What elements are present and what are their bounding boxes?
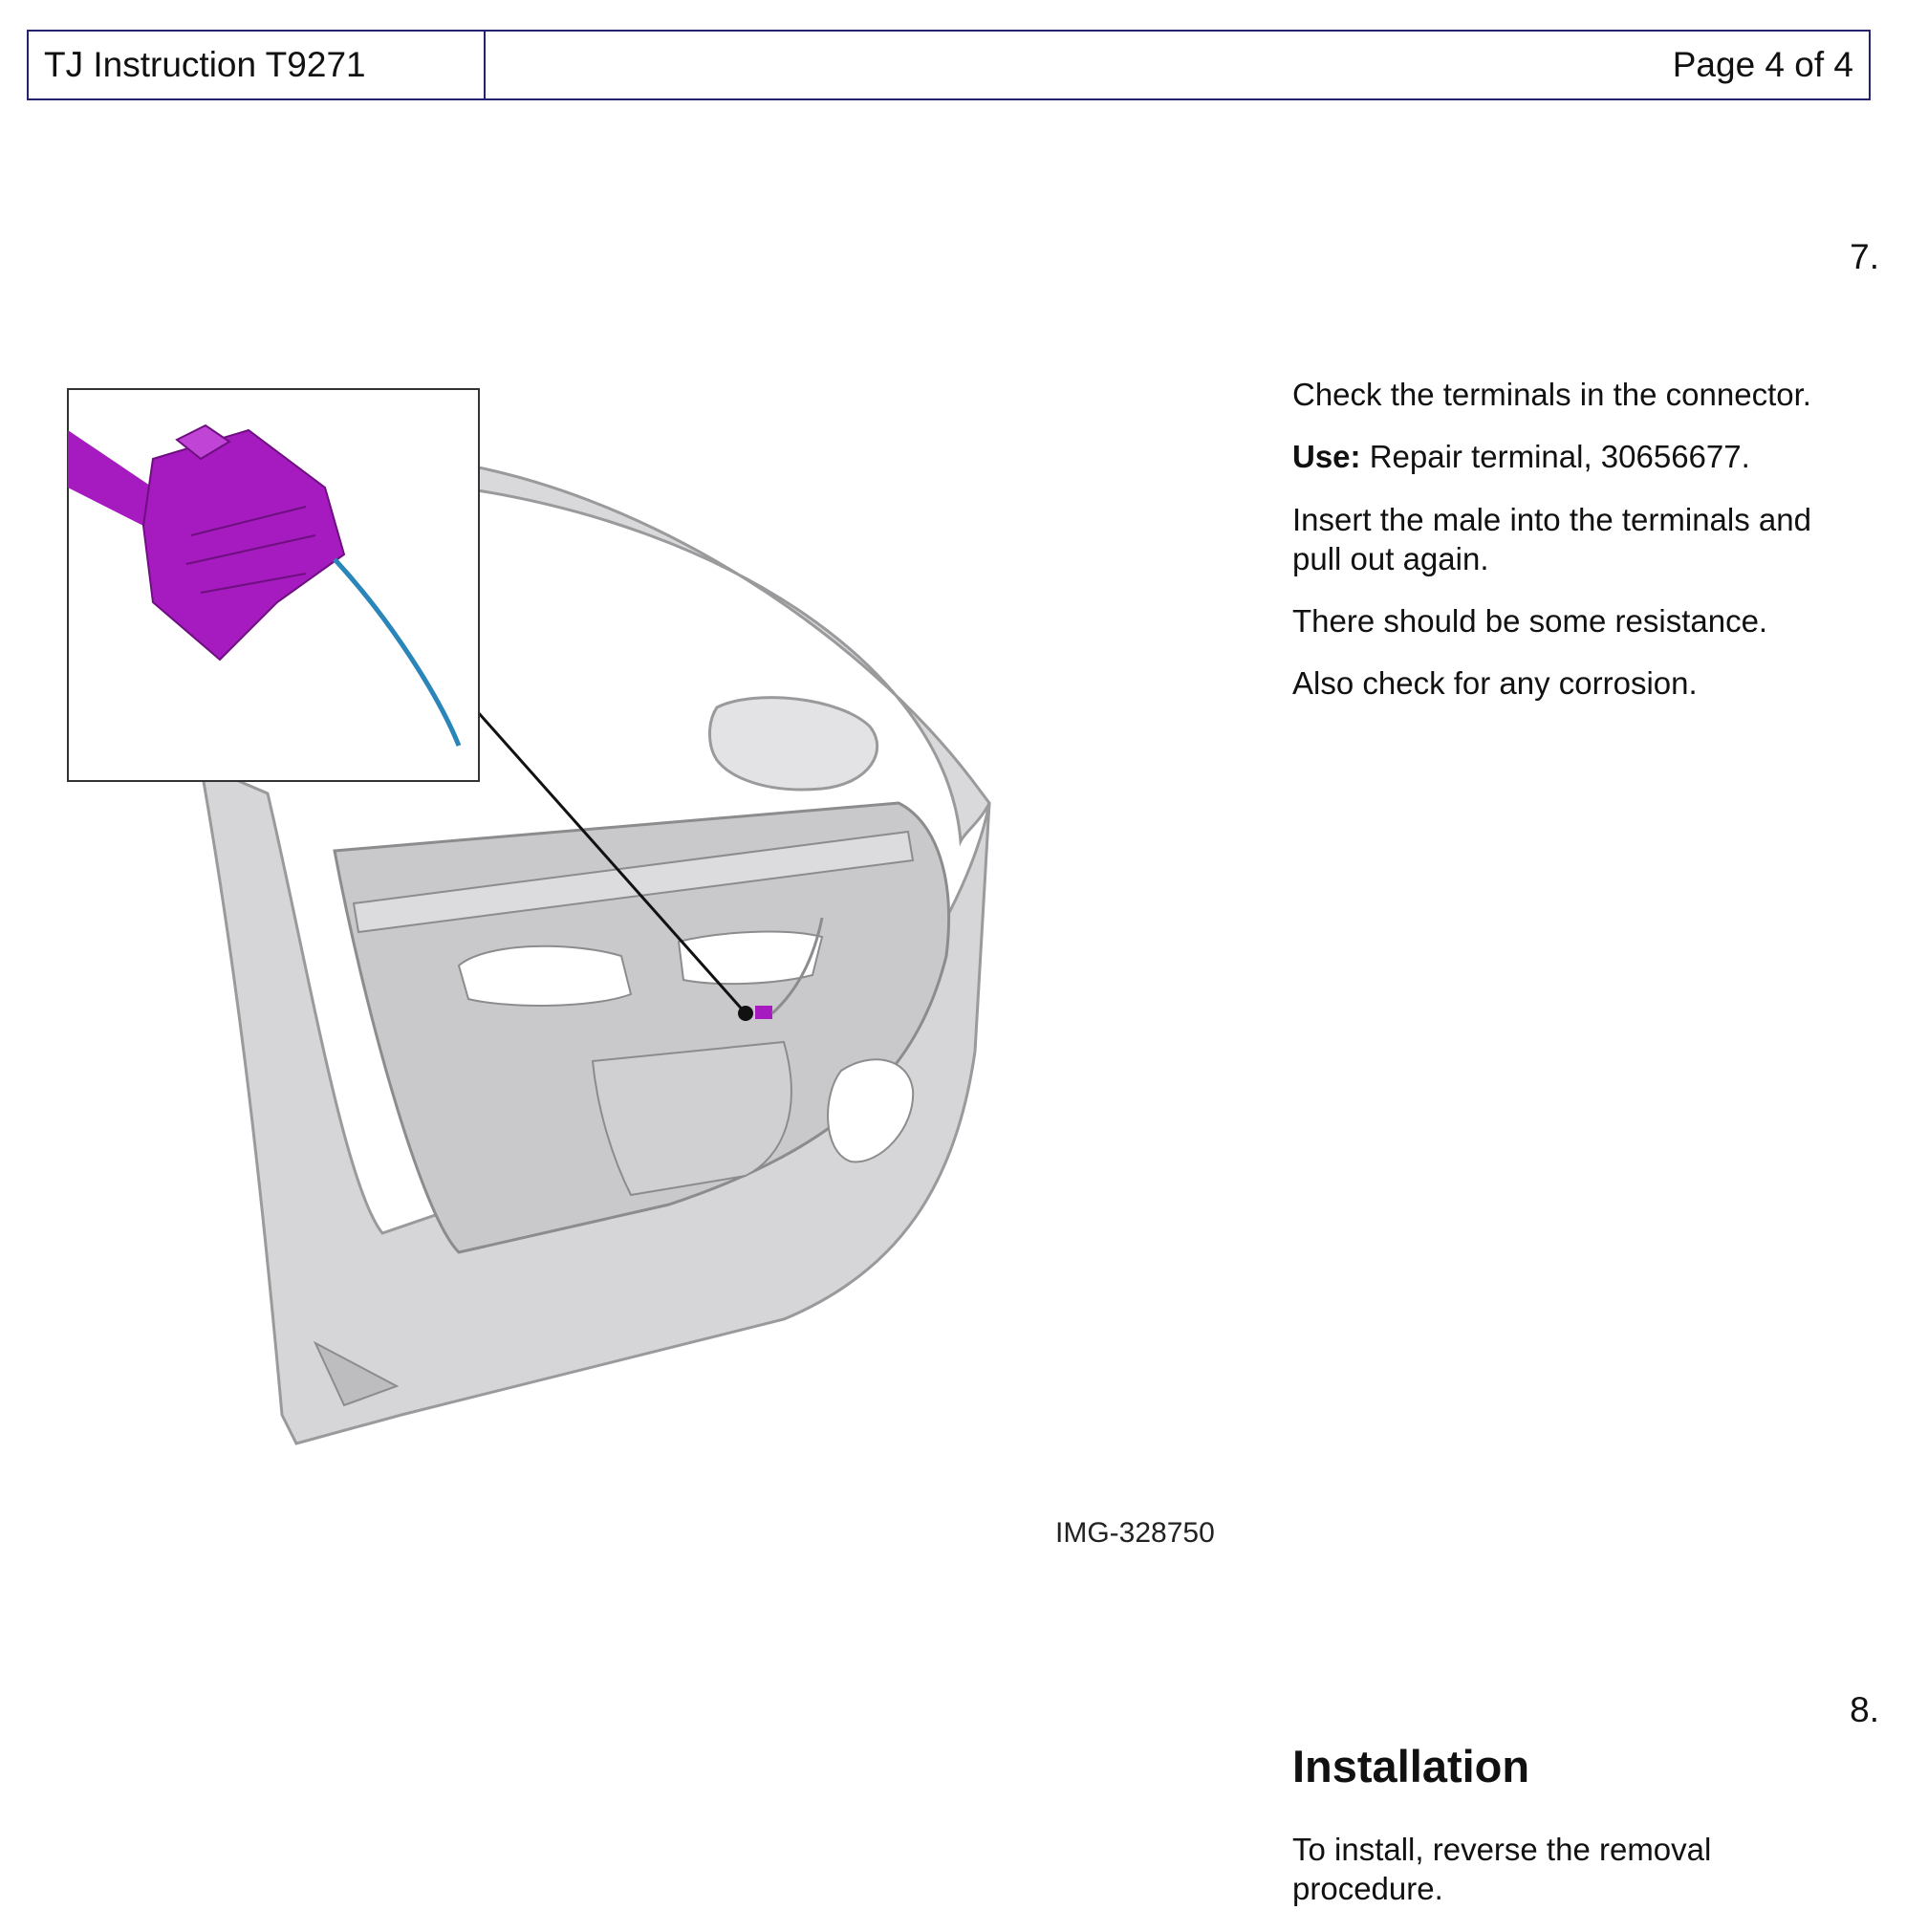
install-text: To install, reverse the removal procedure. <box>1292 1832 1712 1907</box>
page-number: Page 4 of 4 <box>1672 45 1853 84</box>
door-window-frame <box>459 464 989 841</box>
document-title: TJ Instruction T9271 <box>29 32 486 98</box>
step8-instructions <box>1292 1830 1866 1932</box>
instruction-use-line <box>1292 437 1866 476</box>
instruction-line-1: Check the terminals in the connector. <box>1292 377 1811 412</box>
use-label: Use: <box>1292 439 1361 475</box>
step-number-8: 8. <box>1850 1690 1879 1729</box>
instruction-line-4: There should be some resistance. <box>1292 603 1768 639</box>
instruction-line-3: Insert the male into the terminals and pull out again. <box>1292 501 1811 576</box>
door-illustration <box>57 382 1013 1463</box>
instruction-line-5: Also check for any corrosion. <box>1292 665 1698 702</box>
door-connector-figure <box>57 382 1013 1463</box>
callout-dot <box>738 1006 753 1021</box>
mirror-shape <box>710 698 877 790</box>
step7-instructions <box>1292 375 1866 727</box>
connector-on-door <box>755 1006 772 1019</box>
figure-caption: IMG-328750 <box>1055 1517 1215 1549</box>
panel-cutout-left <box>459 946 631 1006</box>
installation-heading: Installation <box>1292 1741 1530 1791</box>
use-text: Repair terminal, 30656677. <box>1369 439 1750 475</box>
step-number-7: 7. <box>1850 237 1879 276</box>
page-header <box>27 30 1871 100</box>
